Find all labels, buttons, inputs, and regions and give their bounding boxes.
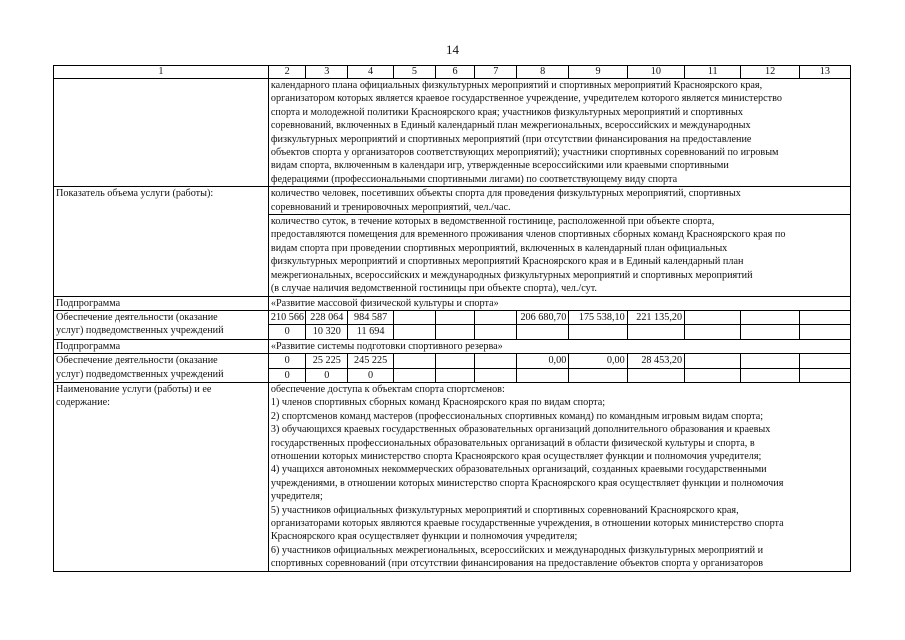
value-cell: 221 135,20 [627, 310, 684, 324]
page-number: 14 [446, 42, 459, 57]
value-cell [627, 325, 684, 339]
col-header: 6 [435, 66, 475, 79]
subprogram-label: Подпрограмма [54, 339, 269, 353]
value-cell: 0,00 [569, 354, 627, 368]
value-cell: 0 [268, 368, 306, 382]
subprogram-name: «Развитие системы подготовки спортивного резерва» [268, 339, 850, 353]
value-cell [685, 325, 741, 339]
value-cell [475, 325, 517, 339]
value-cell: 0 [268, 354, 306, 368]
value-cell [517, 368, 569, 382]
value-cell: 0 [306, 368, 348, 382]
continuation-row [54, 79, 851, 187]
volume-indicator-row-1 [54, 187, 851, 215]
continuation-text: календарного плана официальных физкультурных мероприятий и спортивных мероприятий Красноярского края, организатором которых является краевое государственное учреждение, учредителем которого является министерство спорта и молодежной политики Красноярского края; участников физкультурных мероприятий и спортивных соревнований, включенных в Единый календарный план межрегиональных, всероссийских и международных физкультурных мероприятий и спортивных мероприятий (при отсутствии финансирования на предоставление объектов спорта у организаторов соответствующих мероприятий); участники спортивных соревнований по игровым видам спорта, включенным в календари игр, утвержденные всероссийскими или краевыми спортивными федерациями (профессиональными спортивными лигами) по соответствующему виду спорта [268, 79, 850, 187]
value-cell [394, 368, 436, 382]
value-cell [475, 310, 517, 324]
value-cell: 10 320 [306, 325, 348, 339]
subprogram-name: «Развитие массовой физической культуры и спорта» [268, 296, 850, 310]
service-description-label: Наименование услуги (работы) и ее содержание: [54, 382, 269, 571]
funding-label: Обеспечение деятельности (оказание услуг) подведомственных учреждений [54, 310, 269, 339]
empty-label-cell [54, 79, 269, 187]
col-header: 8 [517, 66, 569, 79]
col-header: 7 [475, 66, 517, 79]
col-header: 9 [569, 66, 627, 79]
funding-label: Обеспечение деятельности (оказание услуг) подведомственных учреждений [54, 354, 269, 383]
value-cell: 210 566 [268, 310, 306, 324]
value-cell [394, 310, 436, 324]
value-cell [475, 354, 517, 368]
value-cell [685, 354, 741, 368]
col-header: 12 [741, 66, 799, 79]
service-description-row [54, 382, 851, 571]
funding-row [54, 354, 851, 368]
value-cell [741, 354, 799, 368]
value-cell [741, 310, 799, 324]
value-cell [435, 310, 475, 324]
value-cell: 25 225 [306, 354, 348, 368]
col-header: 3 [306, 66, 348, 79]
value-cell [517, 325, 569, 339]
col-header: 10 [627, 66, 684, 79]
value-cell: 0 [348, 368, 394, 382]
value-cell [435, 325, 475, 339]
col-header: 2 [268, 66, 306, 79]
value-cell [799, 368, 850, 382]
value-cell [741, 368, 799, 382]
value-cell: 175 538,10 [569, 310, 627, 324]
service-description-text: обеспечение доступа к объектам спорта спортсменов: 1) членов спортивных сборных команд Красноярского края по видам спорта; 2) спортсменов команд мастеров (профессиональных спортивных команд) по командным игровым видам спорта; 3) обучающихся краевых государственных образовательных организаций дополнительного образования и краевых государственных профессиональных образовательных организаций в области физической культуры и спорта, в отношении которых министерство спорта Красноярского края осуществляет функции и полномочия учредителя; 4) учащихся автономных некоммерческих образовательных организаций, созданных краевыми государственными учреждениями, в отношении которых министерство спорта Красноярского края осуществляет функции и полномочия учредителя; 5) участников официальных физкультурных мероприятий и спортивных соревнований Красноярского края, организаторами которых являются краевые государственные учреждения, в отношении которых министерство спорта Красноярского края осуществляет функции и полномочия учредителя; 6) участников официальных межрегиональных, всероссийских и международных физкультурных мероприятий и спортивных соревнований (при отсутствии финансирования на предоставление объектов спорта у организаторов [268, 382, 850, 571]
value-cell [799, 310, 850, 324]
col-header: 11 [685, 66, 741, 79]
subprogram-label: Подпрограмма [54, 296, 269, 310]
value-cell [685, 368, 741, 382]
value-cell [475, 368, 517, 382]
value-cell: 0,00 [517, 354, 569, 368]
value-cell [799, 354, 850, 368]
col-header: 13 [799, 66, 850, 79]
funding-row [54, 310, 851, 324]
value-cell [569, 368, 627, 382]
column-number-row [54, 66, 851, 79]
value-cell: 228 064 [306, 310, 348, 324]
budget-table [53, 65, 851, 572]
value-cell: 11 694 [348, 325, 394, 339]
value-cell: 28 453,20 [627, 354, 684, 368]
value-cell [685, 310, 741, 324]
value-cell [435, 354, 475, 368]
value-cell [799, 325, 850, 339]
value-cell: 206 680,70 [517, 310, 569, 324]
value-cell: 984 587 [348, 310, 394, 324]
volume-indicator-days: количество суток, в течение которых в ведомственной гостинице, расположенной при объекте спорта, предоставляются помещения для временного проживания членов спортивных сборных команд Красноярского края по видам спорта при проведении спортивных мероприятий, включенных в календарный план официальных физкультурных мероприятий и спортивных мероприятий Красноярского края и в Единый календарный план межрегиональных, всероссийских и международных физкультурных мероприятий и спортивных мероприятий (в случае наличия ведомственной гостиницы при объекте спорта), чел./сут. [268, 215, 850, 296]
value-cell [627, 368, 684, 382]
col-header: 4 [348, 66, 394, 79]
col-header: 1 [54, 66, 269, 79]
value-cell [741, 325, 799, 339]
subprogram-row-1 [54, 296, 851, 310]
value-cell [435, 368, 475, 382]
col-header: 5 [394, 66, 436, 79]
value-cell [569, 325, 627, 339]
volume-indicator-people: количество человек, посетивших объекты спорта для проведения физкультурных мероприятий, спортивных соревнований и тренировочных мероприятий, чел./час. [268, 187, 850, 215]
value-cell: 245 225 [348, 354, 394, 368]
value-cell [394, 354, 436, 368]
subprogram-row-2 [54, 339, 851, 353]
value-cell [394, 325, 436, 339]
value-cell: 0 [268, 325, 306, 339]
volume-indicator-label: Показатель объема услуги (работы): [54, 187, 269, 296]
